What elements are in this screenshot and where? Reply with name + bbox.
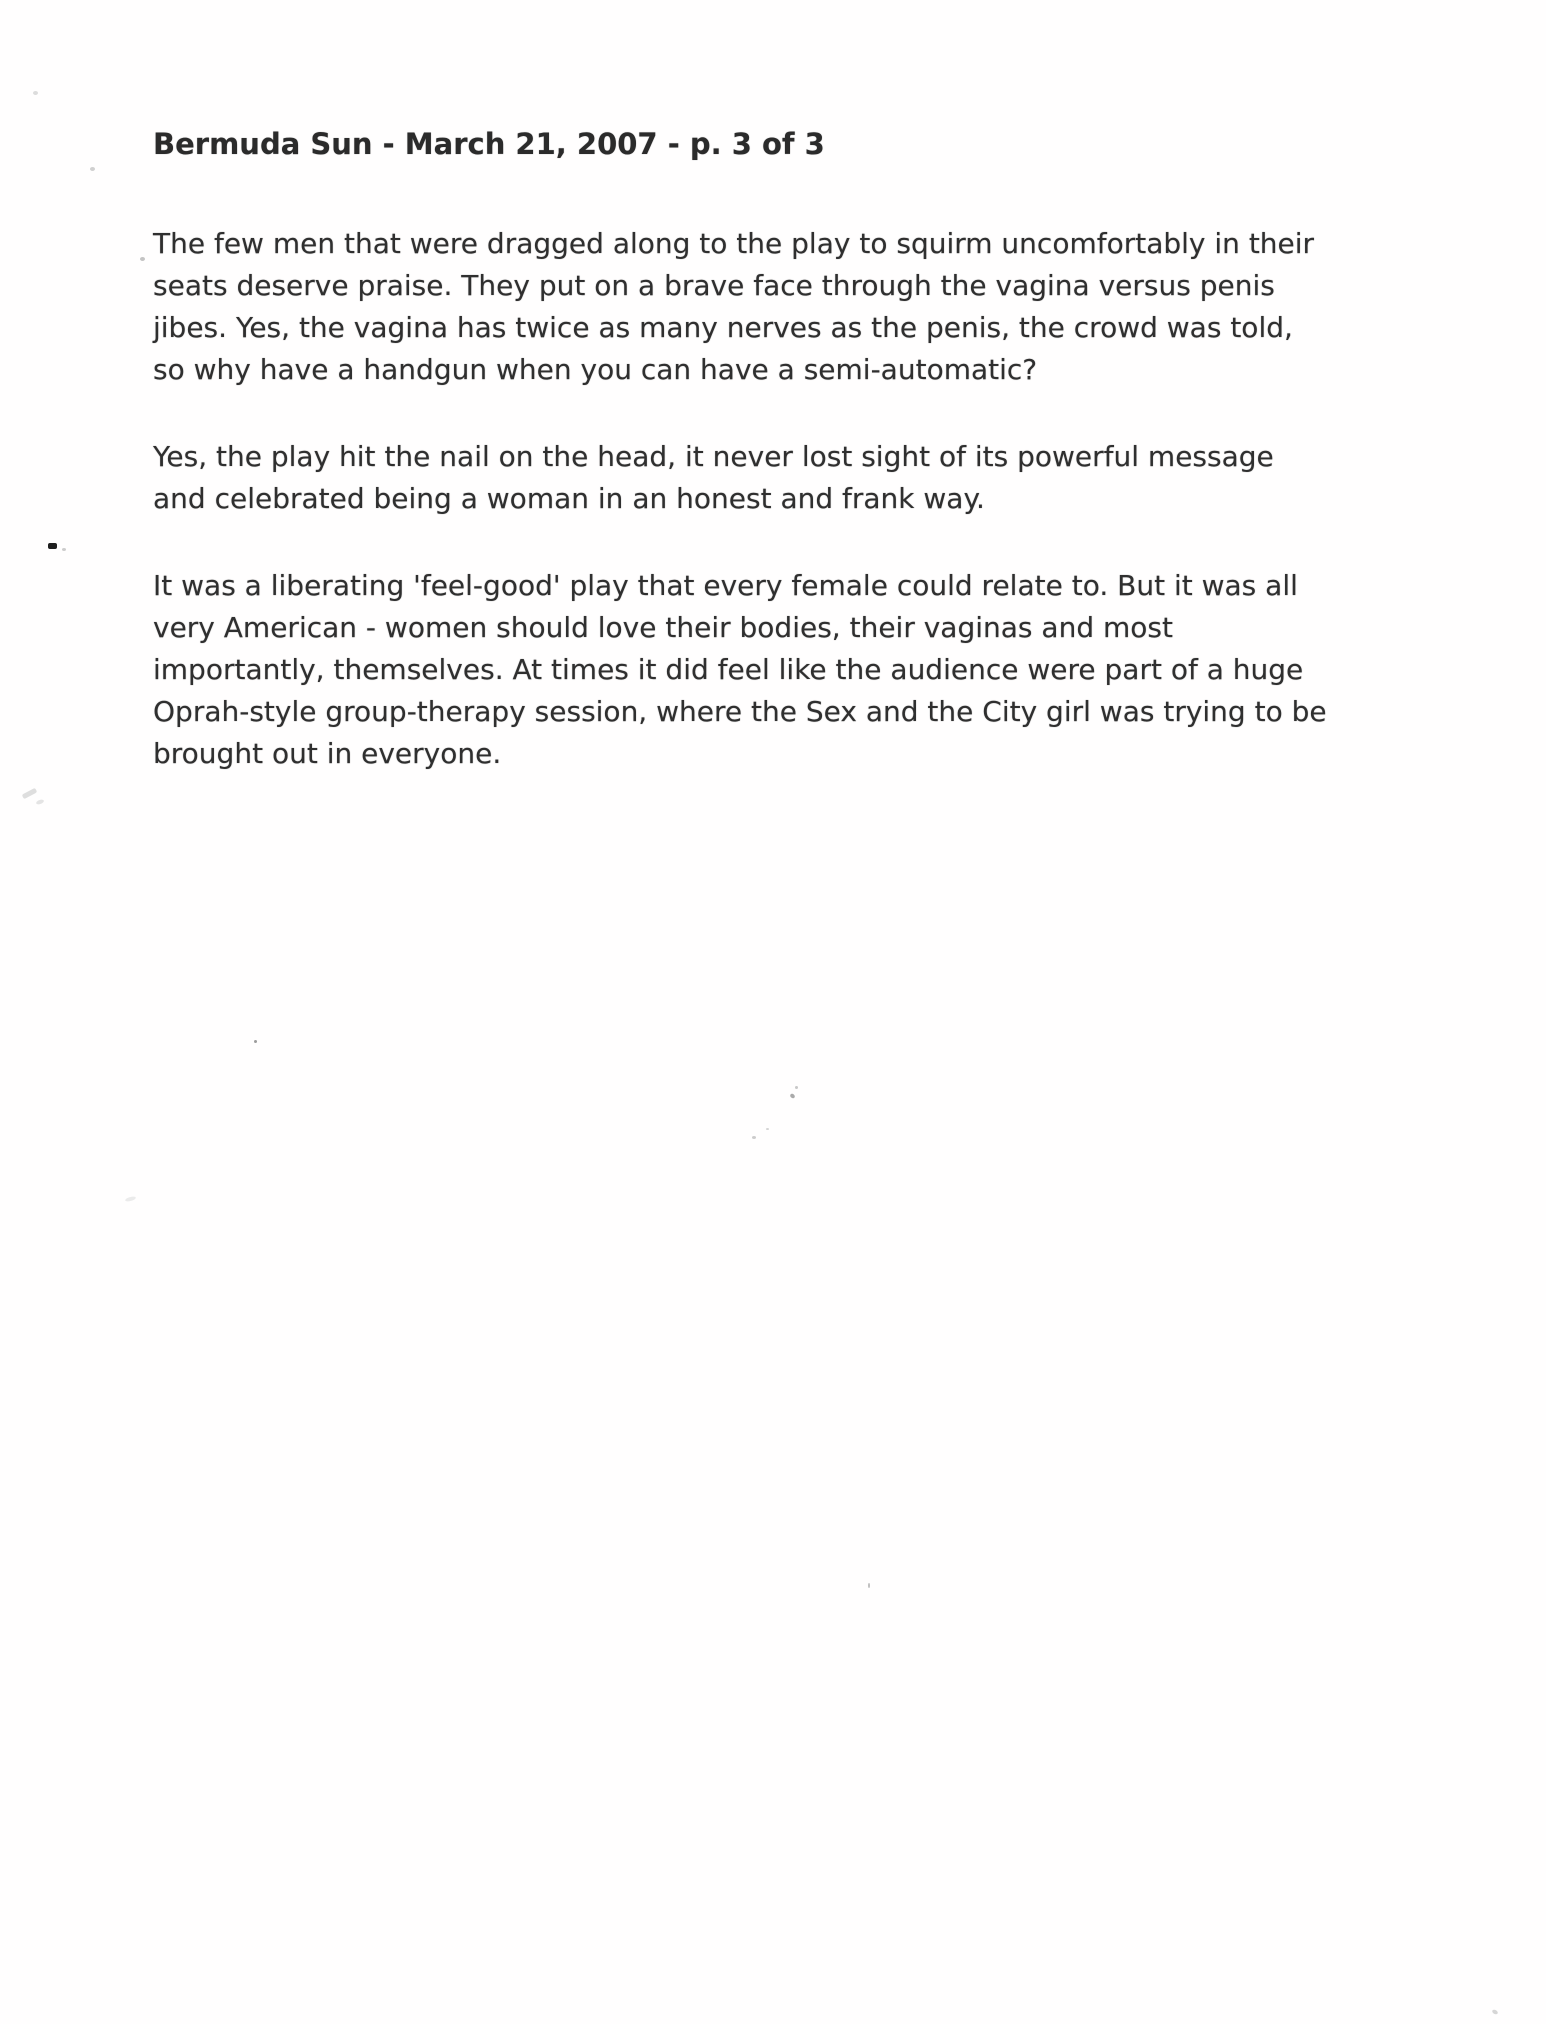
text-line: Oprah-style group-therapy session, where the Sex and the City girl was trying to be: [153, 695, 1327, 728]
text-line: importantly, themselves. At times it did feel like the audience were part of a huge: [153, 653, 1304, 686]
article-paragraph-3: [153, 565, 1327, 775]
scan-speck: [22, 788, 38, 799]
text-line: It was a liberating 'feel-good' play that every female could relate to. But it was all: [153, 569, 1298, 602]
article-paragraph-1: [153, 223, 1314, 391]
text-line: brought out in everyone.: [153, 737, 502, 770]
scan-speck: [789, 1093, 795, 1099]
text-line: jibes. Yes, the vagina has twice as many nerves as the penis, the crowd was told,: [153, 311, 1293, 344]
text-line: seats deserve praise. They put on a brave face through the vagina versus penis: [153, 269, 1275, 302]
text-line: very American - women should love their bodies, their vaginas and most: [153, 611, 1173, 644]
text-line: and celebrated being a woman in an honest and frank way.: [153, 482, 985, 515]
text-line: The few men that were dragged along to the play to squirm uncomfortably in their: [153, 227, 1315, 260]
scan-speck: [766, 1128, 769, 1130]
scan-speck: [36, 799, 45, 805]
scan-speck: [125, 1196, 137, 1203]
document-header: Bermuda Sun - March 21, 2007 - p. 3 of 3: [153, 127, 825, 161]
scan-speck: [48, 543, 57, 549]
scan-speck: [752, 1136, 756, 1139]
scan-speck: [140, 257, 145, 261]
text-line: Yes, the play hit the nail on the head, it never lost sight of its powerful message: [153, 440, 1274, 473]
scan-speck: [868, 1583, 870, 1588]
scan-speck: [1491, 2009, 1498, 2015]
article-paragraph-2: [153, 436, 1274, 520]
scan-speck: [795, 1086, 798, 1089]
text-line: so why have a handgun when you can have a semi-automatic?: [153, 353, 1038, 386]
scan-speck: [90, 167, 95, 171]
scan-speck: [62, 548, 66, 551]
scan-speck: [33, 91, 38, 95]
scan-speck: [254, 1040, 257, 1043]
